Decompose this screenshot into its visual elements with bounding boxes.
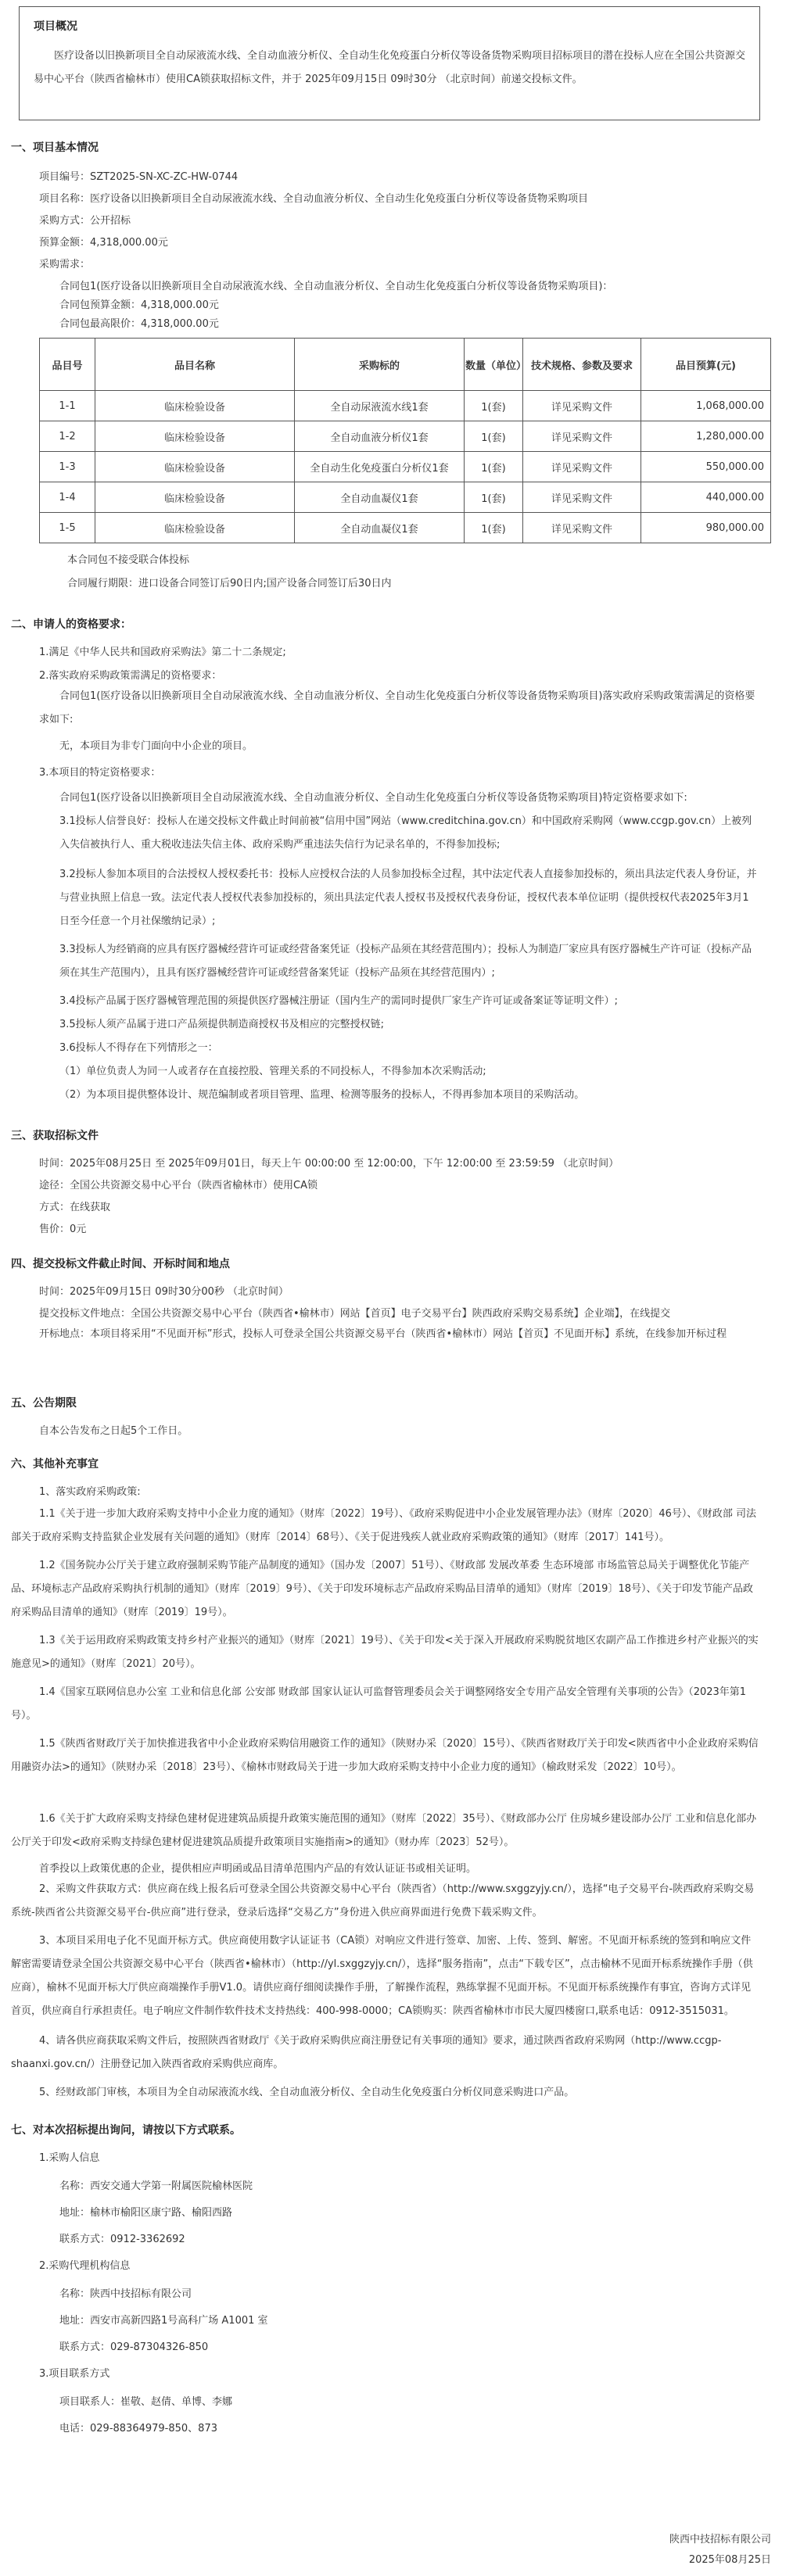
cell-quantity: 1(套) [465, 482, 523, 513]
requirement-3-4: 3.4投标产品属于医疗器械管理范围的须提供医疗器械注册证（国内生产的需同时提供厂家生产许可证或备案证等证明文件）; [59, 995, 619, 1007]
contract-period: 合同履行期限：进口设备合同签订后90日内;国产设备合同签订后30日内 [67, 578, 392, 589]
table-row [40, 452, 771, 482]
cell-budget: 1,280,000.00 [641, 421, 771, 452]
cell-subject: 全自动生化免疫蛋白分析仪1套 [295, 452, 465, 482]
col-item-name: 品目名称 [95, 339, 295, 391]
obtain-channel: 途径：全国公共资源交易中心平台（陕西省榆林市）使用CA锁 [39, 1180, 318, 1191]
section-7-title: 七、对本次招标提出询问，请按以下方式联系。 [11, 2124, 241, 2137]
document-acquisition: 2、采购文件获取方式：供应商在线上报名后可登录全国公共资源交易中心平台（陕西省）（http://www.sxggzyjy.cn/），选择“电子交易平台-陕西政府采购交易系统-陕西省公共资源交易平台-供应商”进行登录，登录后选择“交易乙方”身份进入供应商界面进行免费下载采购文件。 [11, 1883, 755, 1919]
policy-1-2: 1.2《国务院办公厅关于建立政府强制采购节能产品制度的通知》（国办发〔2007〕51号）、《财政部 发展改革委 生态环境部 市场监管总局关于调整优化节能产品、环境标志产品政府采购执行机制的通知》（财库〔2019〕9号）、《关于印发环境标志产品政府采购品目清单的通知》（财库〔2019〕18号）、《关于印发节能产品政府采购品目清单的通知》（财库〔2019〕19号）。 [11, 1560, 753, 1618]
supplier-registration: 4、请各供应商获取采购文件后，按照陕西省财政厅《关于政府采购供应商注册登记有关事项的通知》要求，通过陕西省政府采购网（http://www.ccgp-shaanxi.gov.cn/）注册登记加入陕西省政府采购供应商库。 [11, 2035, 722, 2070]
cell-budget: 550,000.00 [641, 452, 771, 482]
agency-contact: 联系方式：029-87304326-850 [59, 2341, 209, 2353]
project-contact-persons: 项目联系人：崔敬、赵倩、单博、李娜 [59, 2396, 233, 2408]
cell-quantity: 1(套) [465, 421, 523, 452]
cell-item-number: 1-5 [40, 513, 95, 543]
package-1-title: 合同包1(医疗设备以旧换新项目全自动尿液流水线、全自动血液分析仪、全自动生化免疫蛋白分析仪等设备货物采购项目)： [59, 281, 613, 292]
opening-location: 开标地点：本项目将采用“不见面开标”形式，投标人可登录全国公共资源交易平台（陕西省•榆林市）网站【首页】不见面开标】系统，在线参加开标过程 [39, 1328, 727, 1340]
policy-note: 首季投以上政策优惠的企业，提供相应声明函或品目清单范围内产品的有效认证证书或相关证明。 [39, 1863, 477, 1875]
section-6-title: 六、其他补充事宜 [11, 1458, 99, 1471]
obtain-time: 时间：2025年08月25日 至 2025年09月01日，每天上午 00:00:00 至 12:00:00，下午 12:00:00 至 23:59:59 （北京时间） [39, 1158, 619, 1170]
purchaser-contact: 联系方式：0912-3362692 [59, 2234, 185, 2245]
obtain-method: 方式：在线获取 [39, 1202, 111, 1213]
table-row [40, 391, 771, 421]
requirement-3-6-2: （2）为本项目提供整体设计、规范编制或者项目管理、监理、检测等服务的投标人，不得再参加本项目的采购活动。 [59, 1089, 585, 1101]
cell-spec: 详见采购文件 [523, 482, 641, 513]
section-3-title: 三、获取招标文件 [11, 1130, 99, 1142]
specific-requirement-intro: 合同包1(医疗设备以旧换新项目全自动尿液流水线、全自动血液分析仪、全自动生化免疫蛋白分析仪等设备货物采购项目)特定资格要求如下: [59, 792, 687, 804]
table-row [40, 513, 771, 543]
cell-budget: 440,000.00 [641, 482, 771, 513]
overview-text: 医疗设备以旧换新项目全自动尿液流水线、全自动血液分析仪、全自动生化免疫蛋白分析仪等设备货物采购项目招标项目的潜在投标人应在全国公共资源交易中心平台（陕西省榆林市）使用CA锁获取招标文件，并于 2025年09月15日 09时30分 （北京时间）前递交投标文件。 [34, 50, 746, 85]
no-consortium-note: 本合同包不接受联合体投标 [67, 554, 190, 566]
requirement-3-1: 3.1投标人信誉良好：投标人在递交投标文件截止时间前被“信用中国”网站（www.creditchina.gov.cn）和中国政府采购网（www.ccgp.gov.cn）上被列入失信被执行人、重大税收违法失信主体、政府采购严重违法失信行为记录名单的，不得参加投标; [59, 815, 752, 851]
project-name: 项目名称：医疗设备以旧换新项目全自动尿液流水线、全自动血液分析仪、全自动生化免疫蛋白分析仪等设备货物采购项目 [39, 193, 589, 205]
requirement-3-2: 3.2投标人参加本项目的合法授权人授权委托书：投标人应授权合法的人员参加投标全过程，其中法定代表人直接参加投标的，须出具法定代表人身份证，并与营业执照上信息一致。法定代表人授权代表参加投标的，须出具法定代表人授权书及授权代表身份证，授权代表本单位证明（提供授权代表2025年3月1日至今任意一个月社保缴纳记录）; [59, 869, 757, 927]
agency-address: 地址：西安市高新四路1号高科广场 A1001 室 [59, 2315, 268, 2327]
import-approval: 5、经财政部门审核，本项目为全自动尿液流水线、全自动血液分析仪、全自动生化免疫蛋白分析仪同意采购进口产品。 [39, 2087, 575, 2098]
section-1-title: 一、项目基本情况 [11, 142, 99, 154]
policy-requirement-none: 无，本项目为非专门面向中小企业的项目。 [59, 740, 253, 752]
cell-quantity: 1(套) [465, 391, 523, 421]
remote-opening-note: 3、本项目采用电子化不见面开标方式。供应商使用数字认证证书（CA锁）对响应文件进行签章、加密、上传、签到、解密。不见面开标系统的签到和响应文件解密需要请登录全国公共资源交易中心平台（陕西省•榆林市）（http://yl.sxggzyjy.cn/），选择“服务指南”，点击“下载专区”，点击榆林不见面开标系统操作手册（供应商），榆林不见面开标大厅供应商端操作手册V1.0。请供应商仔细阅读操作手册，了解操作流程，熟练掌握不见面开标。不见面开标系统操作有事宜，咨询方式详见首页，供应商自行承担责任。电子响应文件制作软件技术支持热线：400-998-0000；CA锁购买：陕西省榆林市市民大厦四楼窗口,联系电话：0912-3515031。 [11, 1935, 753, 2017]
project-number: 项目编号：SZT2025-SN-XC-ZC-HW-0744 [39, 171, 239, 183]
signature-date: 2025年08月25日 [688, 2554, 771, 2566]
procurement-requirement: 采购需求： [39, 259, 91, 270]
col-subject: 采购标的 [295, 339, 465, 391]
section-5-title: 五、公告期限 [11, 1397, 77, 1410]
package-max-price: 合同包最高限价：4,318,000.00元 [59, 318, 219, 330]
cell-spec: 详见采购文件 [523, 421, 641, 452]
policy-1-4: 1.4《国家互联网信息办公室 工业和信息化部 公安部 财政部 国家认证认可监督管理委员会关于调整网络安全专用产品安全管理有关事项的公告》（2023年第1号）。 [11, 1686, 747, 1722]
cell-spec: 详见采购文件 [523, 391, 641, 421]
project-contact-phone: 电话：029-88364979-850、873 [59, 2423, 217, 2434]
cell-item-name: 临床检验设备 [95, 452, 295, 482]
cell-spec: 详见采购文件 [523, 513, 641, 543]
cell-item-number: 1-1 [40, 391, 95, 421]
col-spec: 技术规格、参数及要求 [523, 339, 641, 391]
requirement-3-6-1: （1）单位负责人为同一人或者存在直接控股、管理关系的不同投标人，不得参加本次采购活动; [59, 1066, 486, 1077]
cell-item-name: 临床检验设备 [95, 391, 295, 421]
cell-subject: 全自动血液分析仪1套 [295, 421, 465, 452]
policy-1-1: 1.1《关于进一步加大政府采购支持中小企业力度的通知》（财库〔2022〕19号）、《政府采购促进中小企业发展管理办法》（财库〔2020〕46号）、《财政部 司法部关于政府采购支持监狱企业发展有关问题的通知》（财库〔2014〕68号）、《关于促进残疾人就业政府采购政策的通知》（财库〔2017〕141号）。 [11, 1508, 757, 1543]
policy-1-6: 1.6《关于扩大政府采购支持绿色建材促进建筑品质提升政策实施范围的通知》（财库〔2022〕35号）、《财政部办公厅 住房城乡建设部办公厅 工业和信息化部办公厅关于印发<政府采购支持绿色建材促进建筑品质提升政策项目实施指南>的通知》（财办库〔2023〕52号）。 [11, 1813, 757, 1848]
requirement-3-6: 3.6投标人不得存在下列情形之一： [59, 1042, 218, 1054]
requirement-3-3: 3.3投标人为经销商的应具有医疗器械经营许可证或经营备案凭证（投标产品须在其经营范围内）；投标人为制造厂家应具有医疗器械生产许可证（投标产品须在其生产范围内），且具有医疗器械经营许可证或经营备案凭证（投标产品须在其经营范围内）; [59, 944, 752, 979]
budget-amount: 预算金额：4,318,000.00元 [39, 237, 168, 249]
qualification-2: 2.落实政府采购政策需满足的资格要求： [39, 670, 222, 682]
project-contact-title: 3.项目联系方式 [39, 2368, 110, 2380]
items-table [39, 338, 771, 543]
requirement-3-5: 3.5投标人须产品属于进口产品须提供制造商授权书及相应的完整授权链; [59, 1019, 385, 1030]
purchaser-address: 地址：榆林市榆阳区康宁路、榆阳西路 [59, 2207, 233, 2219]
cell-budget: 980,000.00 [641, 513, 771, 543]
cell-quantity: 1(套) [465, 452, 523, 482]
obtain-price: 售价：0元 [39, 1224, 87, 1235]
col-quantity: 数量（单位） [465, 339, 523, 391]
col-budget: 品目预算(元) [641, 339, 771, 391]
cell-item-number: 1-2 [40, 421, 95, 452]
cell-subject: 全自动尿液流水线1套 [295, 391, 465, 421]
policy-1-3: 1.3《关于运用政府采购政策支持乡村产业振兴的通知》（财库〔2021〕19号）、《关于印发<关于深入开展政府采购脱贫地区农副产品工作推进乡村产业振兴的实施意见>的通知》（财库〔2021〕20号）。 [11, 1635, 759, 1670]
qualification-3: 3.本项目的特定资格要求： [39, 767, 161, 779]
col-item-number: 品目号 [40, 339, 95, 391]
cell-subject: 全自动血凝仪1套 [295, 482, 465, 513]
cell-item-name: 临床检验设备 [95, 482, 295, 513]
purchaser-info-title: 1.采购人信息 [39, 2152, 100, 2164]
notice-period: 自本公告发布之日起5个工作日。 [39, 1425, 188, 1437]
procurement-method: 采购方式：公开招标 [39, 215, 131, 227]
cell-item-number: 1-3 [40, 452, 95, 482]
policy-1-5: 1.5《陕西省财政厅关于加快推进我省中小企业政府采购信用融资工作的通知》（陕财办采〔2020〕15号）、《陕西省财政厅关于印发<陕西省中小企业政府采购信用融资办法>的通知》（陕财办采〔2018〕23号）、《榆林市财政局关于进一步加大政府采购支持中小企业力度的通知》（榆政财采发〔2022〕10号）。 [11, 1738, 759, 1773]
overview-title: 项目概况 [34, 20, 77, 33]
agency-name: 名称：陕西中技招标有限公司 [59, 2288, 192, 2300]
policy-intro: 1、落实政府采购政策: [39, 1486, 141, 1498]
cell-item-number: 1-4 [40, 482, 95, 513]
table-row [40, 421, 771, 452]
cell-subject: 全自动血凝仪1套 [295, 513, 465, 543]
cell-budget: 1,068,000.00 [641, 391, 771, 421]
deadline-time: 时间：2025年09月15日 09时30分00秒 （北京时间） [39, 1286, 289, 1298]
cell-quantity: 1(套) [465, 513, 523, 543]
submission-location: 提交投标文件地点：全国公共资源交易中心平台（陕西省•榆林市）网站【首页】电子交易平台】陕西政府采购交易系统】企业端】，在线提交 [39, 1308, 671, 1320]
section-4-title: 四、提交投标文件截止时间、开标时间和地点 [11, 1258, 230, 1270]
signature-organization: 陕西中技招标有限公司 [669, 2534, 771, 2546]
table-row [40, 482, 771, 513]
cell-item-name: 临床检验设备 [95, 421, 295, 452]
project-overview-box [19, 6, 760, 120]
purchaser-name: 名称：西安交通大学第一附属医院榆林医院 [59, 2180, 253, 2192]
table-header-row [40, 339, 771, 391]
qualification-1: 1.满足《中华人民共和国政府采购法》第二十二条规定; [39, 647, 286, 658]
cell-spec: 详见采购文件 [523, 452, 641, 482]
package-budget: 合同包预算金额：4,318,000.00元 [59, 299, 219, 311]
policy-requirement: 合同包1(医疗设备以旧换新项目全自动尿液流水线、全自动血液分析仪、全自动生化免疫蛋白分析仪等设备货物采购项目)落实政府采购政策需满足的资格要求如下: [39, 690, 755, 726]
cell-item-name: 临床检验设备 [95, 513, 295, 543]
section-2-title: 二、申请人的资格要求： [11, 618, 131, 631]
agency-info-title: 2.采购代理机构信息 [39, 2260, 131, 2272]
